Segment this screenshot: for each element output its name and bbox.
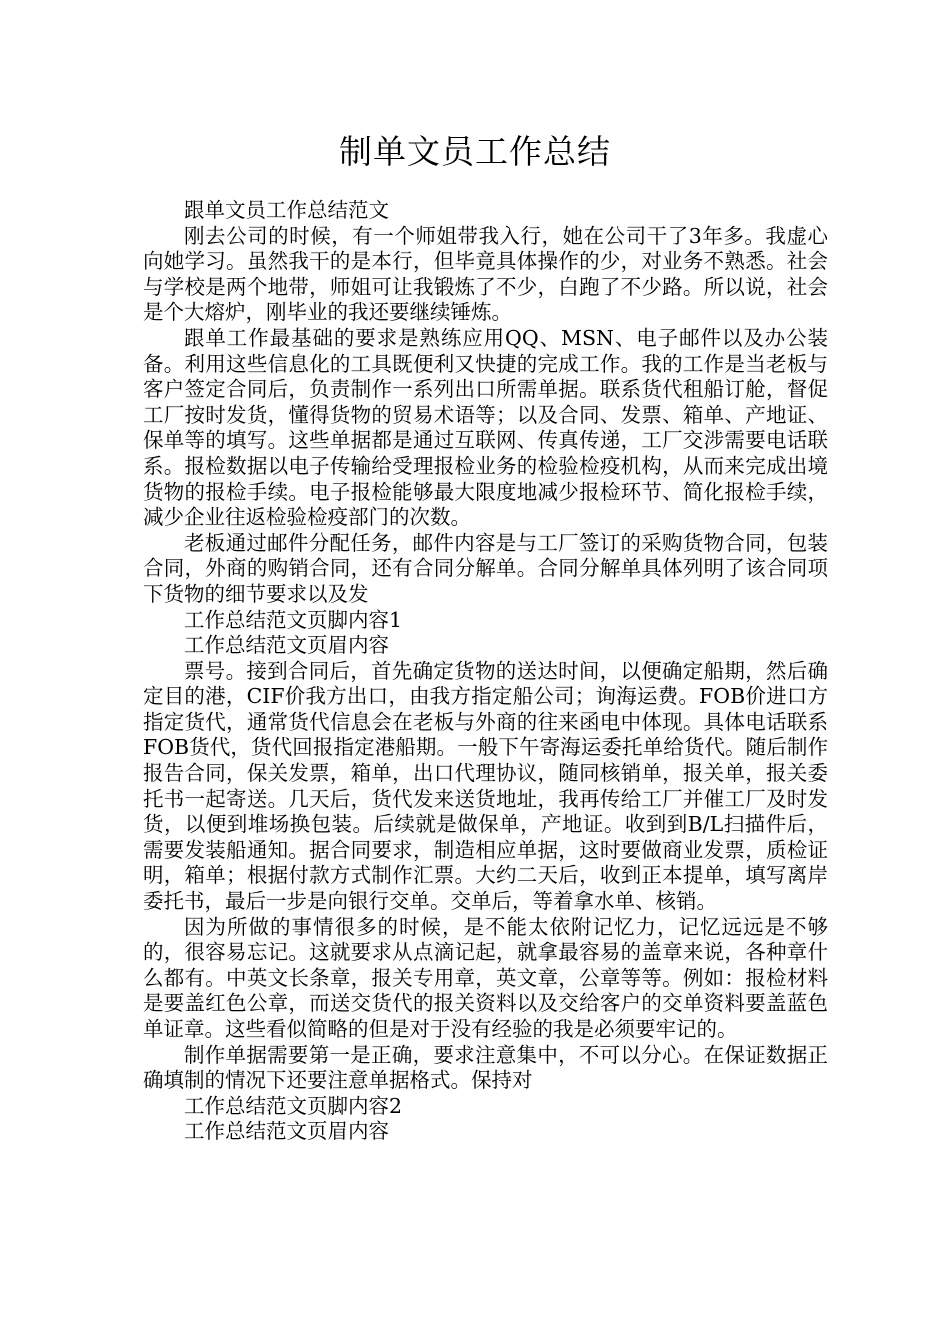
document-title: 制单文员工作总结 [339,132,611,171]
page-header-text: 工作总结范文页眉内容 [184,1119,389,1144]
page-header-text: 工作总结范文页眉内容 [184,633,389,658]
paragraph: 刚去公司的时候，有一个师姐带我入行，她在公司干了3年多。我虚心向她学习。虽然我干的是本行，但毕竟具体操作的少，对业务不熟悉。社会与学校是两个地带，师姐可让我锻炼了不少，白跑了不少路。所以说，社会是个大熔炉，刚毕业的我还要继续锤炼。 [143,223,828,325]
page-footer-text: 工作总结范文页脚内容1 [184,607,403,632]
paragraph: 跟单工作最基础的要求是熟练应用QQ、MSN、电子邮件以及办公装备。利用这些信息化的工具既便利又快捷的完成工作。我的工作是当老板与客户签定合同后，负责制作一系列出口所需单据。联系货代租船订舱，督促工厂按时发货，懂得货物的贸易术语等；以及合同、发票、箱单、产地证、保单等的填写。这些单据都是通过互联网、传真传递，工厂交涉需要电话联系。报检数据以电子传输给受理报检业务的检验检疫机构，从而来完成出境货物的报检手续。电子报检能够最大限度地减少报检环节、简化报检手续，减少企业往返检验检疫部门的次数。 [143,325,828,530]
paragraph: 因为所做的事情很多的时候，是不能太依附记忆力，记忆远远是不够的，很容易忘记。这就要求从点滴记起，就拿最容易的盖章来说，各种章什么都有。中英文长条章，报关专用章，英文章，公章等等。例如：报检材料是要盖红色公章，而送交货代的报关资料以及交给客户的交单资料要盖蓝色单证章。这些看似简略的但是对于没有经验的我是必须要牢记的。 [143,914,828,1041]
paragraph: 老板通过邮件分配任务，邮件内容是与工厂签订的采购货物合同，包装合同，外商的购销合同，还有合同分解单。合同分解单具体列明了该合同项下货物的细节要求以及发 [143,530,828,606]
paragraph: 票号。接到合同后，首先确定货物的送达时间，以便确定船期，然后确定目的港，CIF价我方出口，由我方指定船公司；询海运费。FOB价进口方指定货代，通常货代信息会在老板与外商的往来函电中体现。具体电话联系FOB货代，货代回报指定港船期。一般下午寄海运委托单给货代。随后制作报告合同，保关发票，箱单，出口代理协议，随同核销单，报关单，报关委托书一起寄送。几天后，货代发来送货地址，我再传给工厂并催工厂及时发货，以便到堆场换包装。后续就是做保单，产地证。收到到B/L扫描件后，需要发装船通知。据合同要求，制造相应单据，这时要做商业发票，质检证明，箱单；根据付款方式制作汇票。大约二天后，收到正本提单，填写离岸委托书，最后一步是向银行交单。交单后，等着拿水单、核销。 [143,658,828,914]
page-footer-text: 工作总结范文页脚内容2 [184,1093,403,1118]
paragraph: 制作单据需要第一是正确，要求注意集中，不可以分心。在保证数据正确填制的情况下还要注意单据格式。保持对 [143,1042,828,1093]
document-body [143,198,828,1145]
paragraph-subtitle: 跟单文员工作总结范文 [184,198,389,222]
